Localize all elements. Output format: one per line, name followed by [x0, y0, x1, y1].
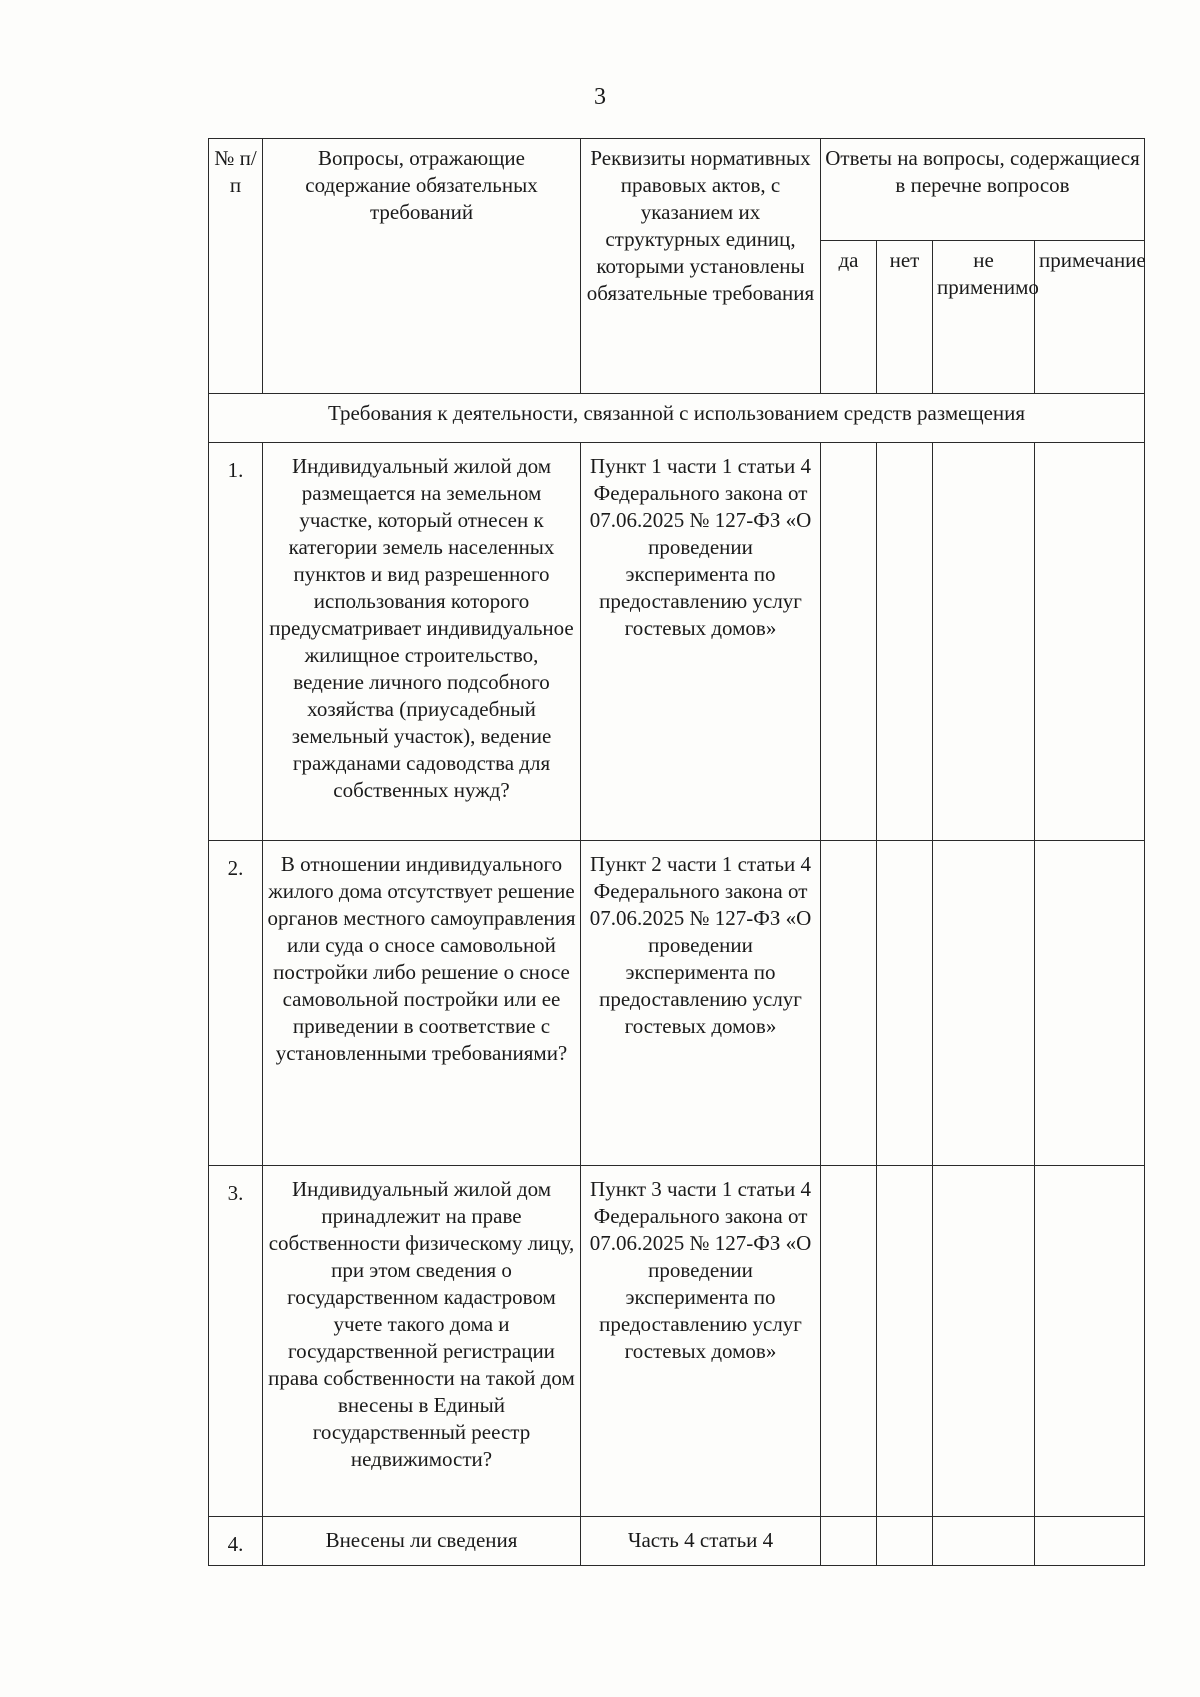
header-requisites: Реквизиты нормативных правовых актов, с указанием их структурных единиц, которыми установлены обязательные требования: [581, 139, 821, 394]
table-row: [209, 1165, 1145, 1516]
answer-no-cell[interactable]: [877, 1165, 933, 1516]
answer-not-applicable-cell[interactable]: [933, 841, 1035, 1166]
answer-yes-cell[interactable]: [821, 1516, 877, 1565]
table-row: [209, 841, 1145, 1166]
answer-note-cell[interactable]: [1035, 841, 1145, 1166]
answer-not-applicable-cell[interactable]: [933, 1516, 1035, 1565]
row-reference: Пункт 1 части 1 статьи 4 Федерального закона от 07.06.2025 № 127-ФЗ «О проведении эксперимента по предоставлению услуг гостевых домов»: [581, 443, 821, 841]
answer-no-cell[interactable]: [877, 1516, 933, 1565]
answer-note-cell[interactable]: [1035, 1516, 1145, 1565]
header-answers-group: Ответы на вопросы, содержащиеся в перечне вопросов: [821, 139, 1145, 241]
answer-no-cell[interactable]: [877, 841, 933, 1166]
header-number: № п/п: [209, 139, 263, 394]
row-question: Индивидуальный жилой дом размещается на земельном участке, который отнесен к категории земель населенных пунктов и вид разрешенного использования которого предусматривает индивидуальное жилищное строительство, ведение личного подсобного хозяйства (приусадебный земельный участок), ведение гражданами садоводства для собственных нужд?: [263, 443, 581, 841]
answer-yes-cell[interactable]: [821, 443, 877, 841]
row-reference: Пункт 2 части 1 статьи 4 Федерального закона от 07.06.2025 № 127-ФЗ «О проведении эксперимента по предоставлению услуг гостевых домов»: [581, 841, 821, 1166]
table-header-row: [209, 139, 1145, 241]
answer-not-applicable-cell[interactable]: [933, 443, 1035, 841]
header-questions: Вопросы, отражающие содержание обязательных требований: [263, 139, 581, 394]
header-no: нет: [877, 241, 933, 394]
header-not-applicable: не применимо: [933, 241, 1035, 394]
answer-no-cell[interactable]: [877, 443, 933, 841]
page-number: 3: [594, 84, 606, 110]
header-yes: да: [821, 241, 877, 394]
row-number: 3.: [209, 1165, 263, 1516]
table-row: [209, 443, 1145, 841]
section-title: Требования к деятельности, связанной с использованием средств размещения: [209, 394, 1145, 443]
row-reference: Пункт 3 части 1 статьи 4 Федерального закона от 07.06.2025 № 127-ФЗ «О проведении эксперимента по предоставлению услуг гостевых домов»: [581, 1165, 821, 1516]
answer-yes-cell[interactable]: [821, 841, 877, 1166]
table-row: [209, 1516, 1145, 1565]
row-question: Внесены ли сведения: [263, 1516, 581, 1565]
requirements-checklist-table: [208, 138, 1145, 1566]
answer-not-applicable-cell[interactable]: [933, 1165, 1035, 1516]
row-question: В отношении индивидуального жилого дома отсутствует решение органов местного самоуправления или суда о сносе самовольной постройки либо решение о сносе самовольной постройки или ее приведении в соответствие с установленными требованиями?: [263, 841, 581, 1166]
row-question: Индивидуальный жилой дом принадлежит на праве собственности физическому лицу, при этом сведения о государственном кадастровом учете такого дома и государственной регистрации права собственности на такой дом внесены в Единый государственный реестр недвижимости?: [263, 1165, 581, 1516]
answer-yes-cell[interactable]: [821, 1165, 877, 1516]
section-row: [209, 394, 1145, 443]
row-number: 2.: [209, 841, 263, 1166]
answer-note-cell[interactable]: [1035, 443, 1145, 841]
row-number: 4.: [209, 1516, 263, 1565]
answer-note-cell[interactable]: [1035, 1165, 1145, 1516]
row-number: 1.: [209, 443, 263, 841]
row-reference: Часть 4 статьи 4: [581, 1516, 821, 1565]
header-note: примечание: [1035, 241, 1145, 394]
